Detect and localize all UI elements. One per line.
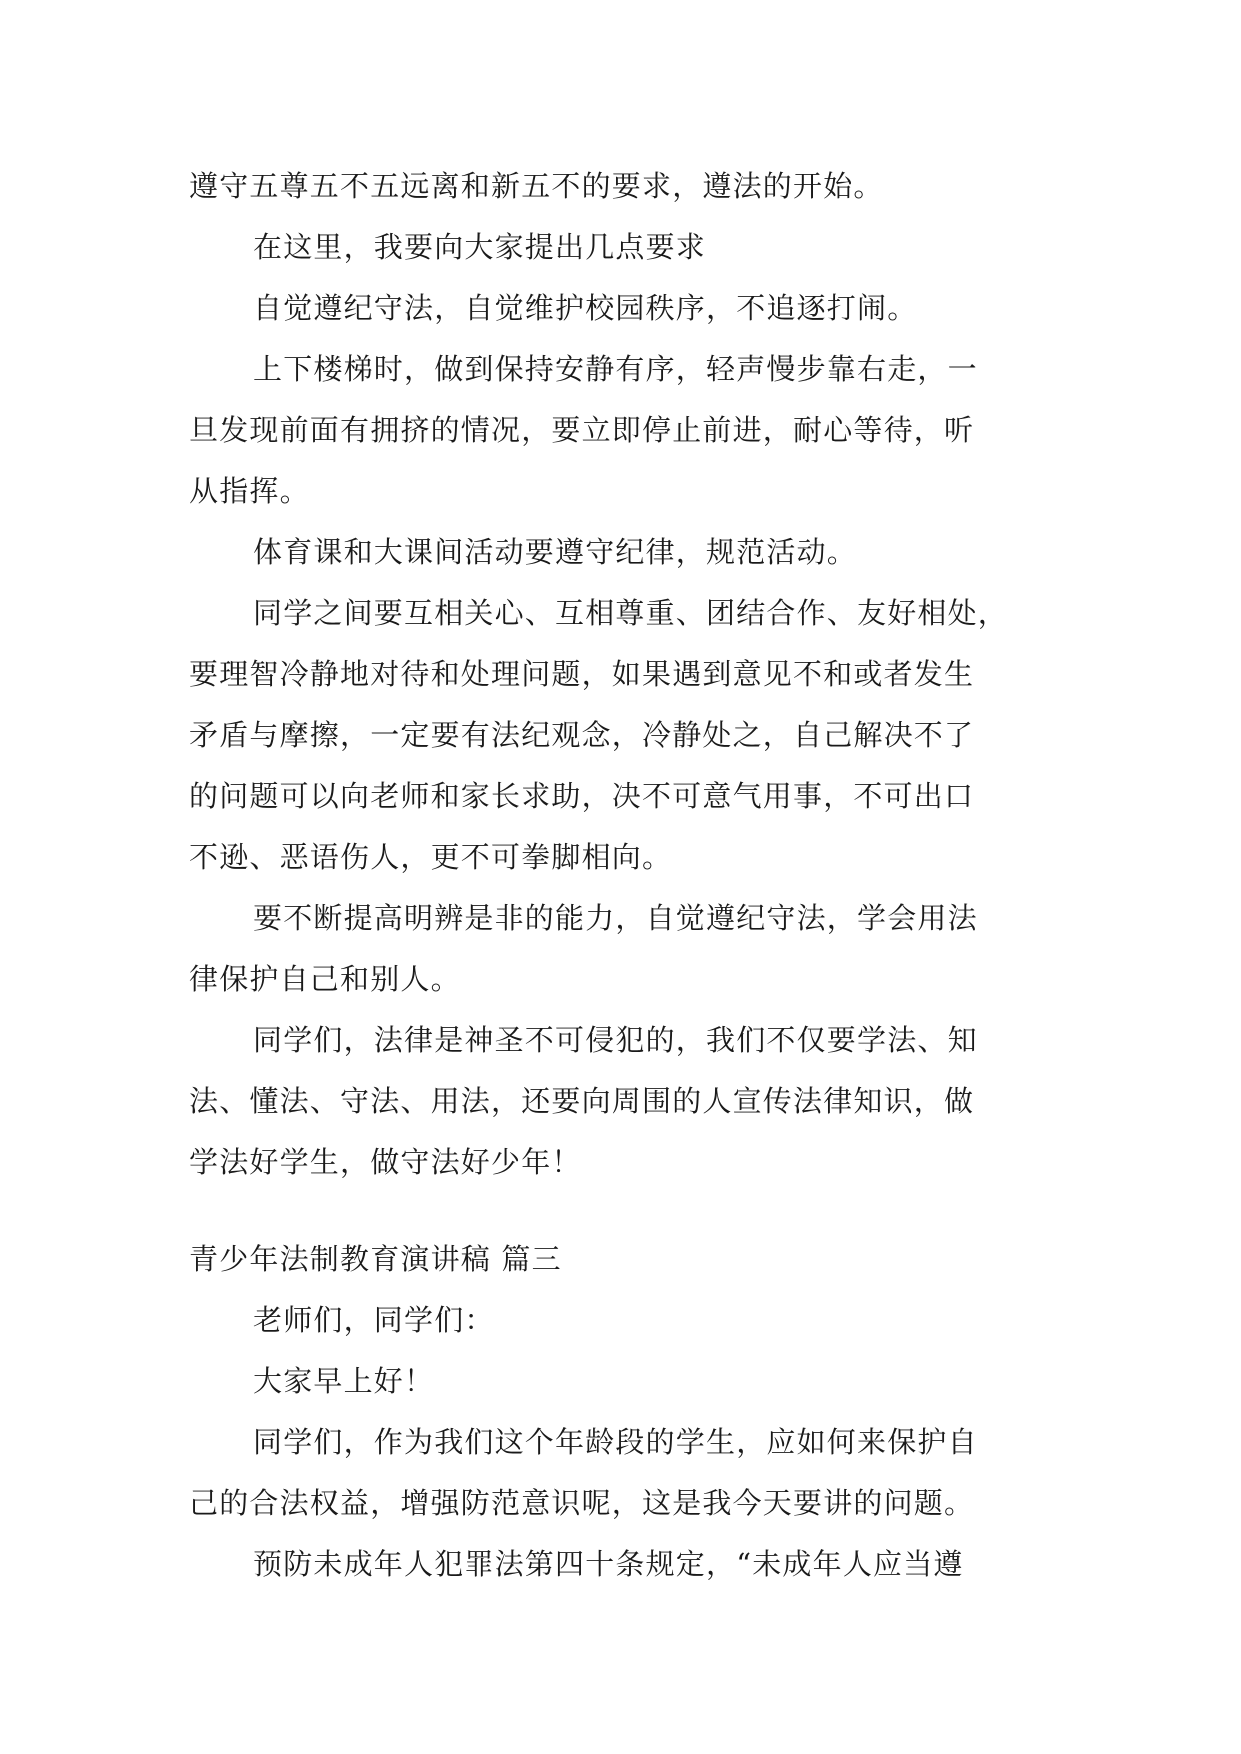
paragraph-line: 预防未成年人犯罪法第四十条规定，“未成年人应当遵 bbox=[253, 1547, 964, 1581]
paragraph-line: 要不断提高明辨是非的能力，自觉遵纪守法，学会用法 bbox=[253, 901, 978, 935]
paragraph-line: 的问题可以向老师和家长求助，决不可意气用事，不可出口 bbox=[189, 779, 975, 813]
paragraph-line: 要理智冷静地对待和处理问题，如果遇到意见不和或者发生 bbox=[189, 657, 975, 691]
section-heading: 青少年法制教育演讲稿 篇三 bbox=[189, 1242, 562, 1276]
paragraph-line: 同学之间要互相关心、互相尊重、团结合作、友好相处， bbox=[253, 596, 1009, 630]
paragraph-line: 同学们，作为我们这个年龄段的学生，应如何来保护自 bbox=[253, 1425, 978, 1459]
paragraph-line: 遵守五尊五不五远离和新五不的要求，遵法的开始。 bbox=[189, 169, 884, 203]
paragraph-line: 矛盾与摩擦，一定要有法纪观念，冷静处之，自己解决不了 bbox=[189, 718, 975, 752]
paragraph-line: 自觉遵纪守法，自觉维护校园秩序，不追逐打闹。 bbox=[253, 291, 918, 325]
paragraph-line: 上下楼梯时，做到保持安静有序，轻声慢步靠右走，一 bbox=[253, 352, 978, 386]
paragraph-line: 律保护自己和别人。 bbox=[189, 962, 461, 996]
paragraph-line: 大家早上好！ bbox=[253, 1364, 435, 1398]
paragraph-line: 在这里，我要向大家提出几点要求 bbox=[253, 230, 707, 264]
paragraph-line: 学法好学生，做守法好少年！ bbox=[189, 1145, 582, 1179]
paragraph-line: 法、懂法、守法、用法，还要向周围的人宣传法律知识，做 bbox=[189, 1084, 975, 1118]
paragraph-line: 不逊、恶语伤人，更不可拳脚相向。 bbox=[189, 840, 673, 874]
paragraph-line: 同学们，法律是神圣不可侵犯的，我们不仅要学法、知 bbox=[253, 1023, 978, 1057]
paragraph-line: 体育课和大课间活动要遵守纪律，规范活动。 bbox=[253, 535, 858, 569]
paragraph-line: 己的合法权益，增强防范意识呢，这是我今天要讲的问题。 bbox=[189, 1486, 975, 1520]
paragraph-line: 从指挥。 bbox=[189, 474, 310, 508]
paragraph-line: 旦发现前面有拥挤的情况，要立即停止前进，耐心等待，听 bbox=[189, 413, 975, 447]
paragraph-line: 老师们，同学们： bbox=[253, 1303, 495, 1337]
